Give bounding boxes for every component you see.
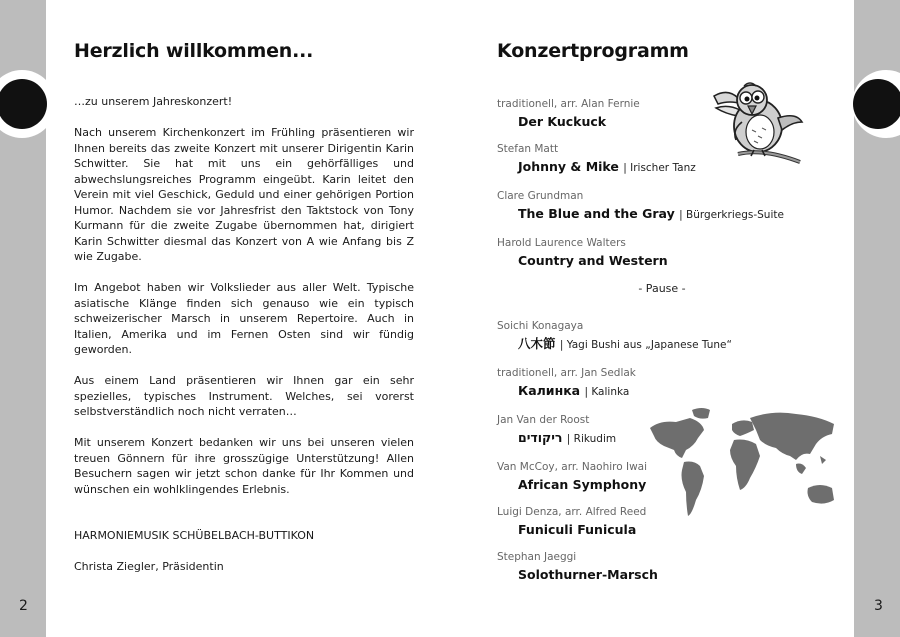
letter-paragraph: Mit unserem Konzert bedanken wir uns bei unseren vielen treuen Gönnern für ihre grosszügige Unterstützung! Allen Besuchern sagen wir jetzt schon danke für Ihr Kommen und wünschen ein wohlklingendes Erlebnis. [74,436,414,496]
piece-title-text: Калинка [518,383,581,398]
piece-title-text: Solothurner-Marsch [518,567,658,582]
piece-title [518,334,817,355]
letter-paragraph: Nach unserem Kirchenkonzert im Frühling präsentieren wir Ihnen bereits das zweite Konzert mit unserer Dirigentin Karin Schwitter. Sie hat mit uns ein gehörfälliges und abwechslungsreiches Programm eingeübt. Karin leitet den Verein mit viel Geschick, Geduld und einer gehörigen Portion Humor. Nachdem sie vor Jahresfrist den Taktstock von Tony Kurmann für die zweite Zugabe übernommen hat, dirigiert Karin Schwitter diesmal das Konzert von A wie Anfang bis Z wie Zugabe. [74,126,414,263]
program-heading: Konzertprogramm [497,40,689,62]
piece-title [518,520,817,539]
composer: Harold Laurence Walters [497,237,626,249]
letter-paragraph: Aus einem Land präsentieren wir Ihnen gar ein sehr spezielles, typisches Instrument. Welches, sei vorerst selbstverständlich noch nicht verraten… [74,374,414,418]
composer: traditionell, arr. Jan Sedlak [497,367,636,379]
piece-title-text: ריקודים [518,430,563,445]
intermission-label: - Pause - [638,282,686,295]
cuckoo-bird-illustration [708,78,806,170]
binder-hole-right [853,79,900,129]
piece-title [518,251,817,270]
composer: Luigi Denza, arr. Alfred Reed [497,506,647,518]
program-item [497,189,817,225]
letter-paragraph: Im Angebot haben wir Volkslieder aus aller Welt. Typische asiatische Klänge finden sich genauso wie ein typisch schweizerischer Marsch in unserem Repertoire. Auch in Italien, Amerika und im Fernen Osten sind wir fündig geworden. [74,281,414,356]
program-item [497,236,817,270]
piece-title-text: 八木節 [518,336,556,351]
program-item [497,550,817,584]
piece-subtitle: | Yagi Bushi aus „Japanese Tune“ [559,339,732,351]
program-item [497,319,817,355]
welcome-letter [74,94,414,590]
organization-name: HARMONIEMUSIK SCHÜBELBACH-BUTTIKON [74,529,315,542]
piece-title-text: African Symphony [518,477,647,492]
page-number-left: 2 [19,598,28,614]
piece-subtitle: | Rikudim [566,433,617,445]
piece-subtitle: | Bürgerkriegs-Suite [679,209,784,221]
piece-title-text: The Blue and the Gray [518,206,675,221]
signature: Christa Ziegler, Präsidentin [74,560,224,573]
composer: Stephan Jaeggi [497,551,577,563]
welcome-heading: Herzlich willkommen... [74,40,314,62]
composer: Stefan Matt [497,143,559,155]
composer: traditionell, arr. Alan Fernie [497,98,640,110]
composer: Clare Grundman [497,190,584,202]
piece-title [518,565,817,584]
piece-title [518,381,817,402]
piece-title-text: Der Kuckuck [518,114,607,129]
world-map-illustration [646,404,842,522]
piece-title-text: Johnny & Mike [518,159,619,174]
piece-title-text: Country and Western [518,253,668,268]
piece-subtitle: | Kalinka [584,386,630,398]
composer: Van McCoy, arr. Naohiro Iwai [497,461,648,473]
composer: Jan Van der Roost [497,414,590,426]
program-item [497,366,817,402]
letter-greeting: …zu unserem Jahreskonzert! [74,95,233,108]
piece-title [518,204,817,225]
piece-subtitle: | Irischer Tanz [623,162,696,174]
page-number-right: 3 [874,598,883,614]
composer: Soichi Konagaya [497,320,584,332]
piece-title-text: Funiculi Funicula [518,522,637,537]
